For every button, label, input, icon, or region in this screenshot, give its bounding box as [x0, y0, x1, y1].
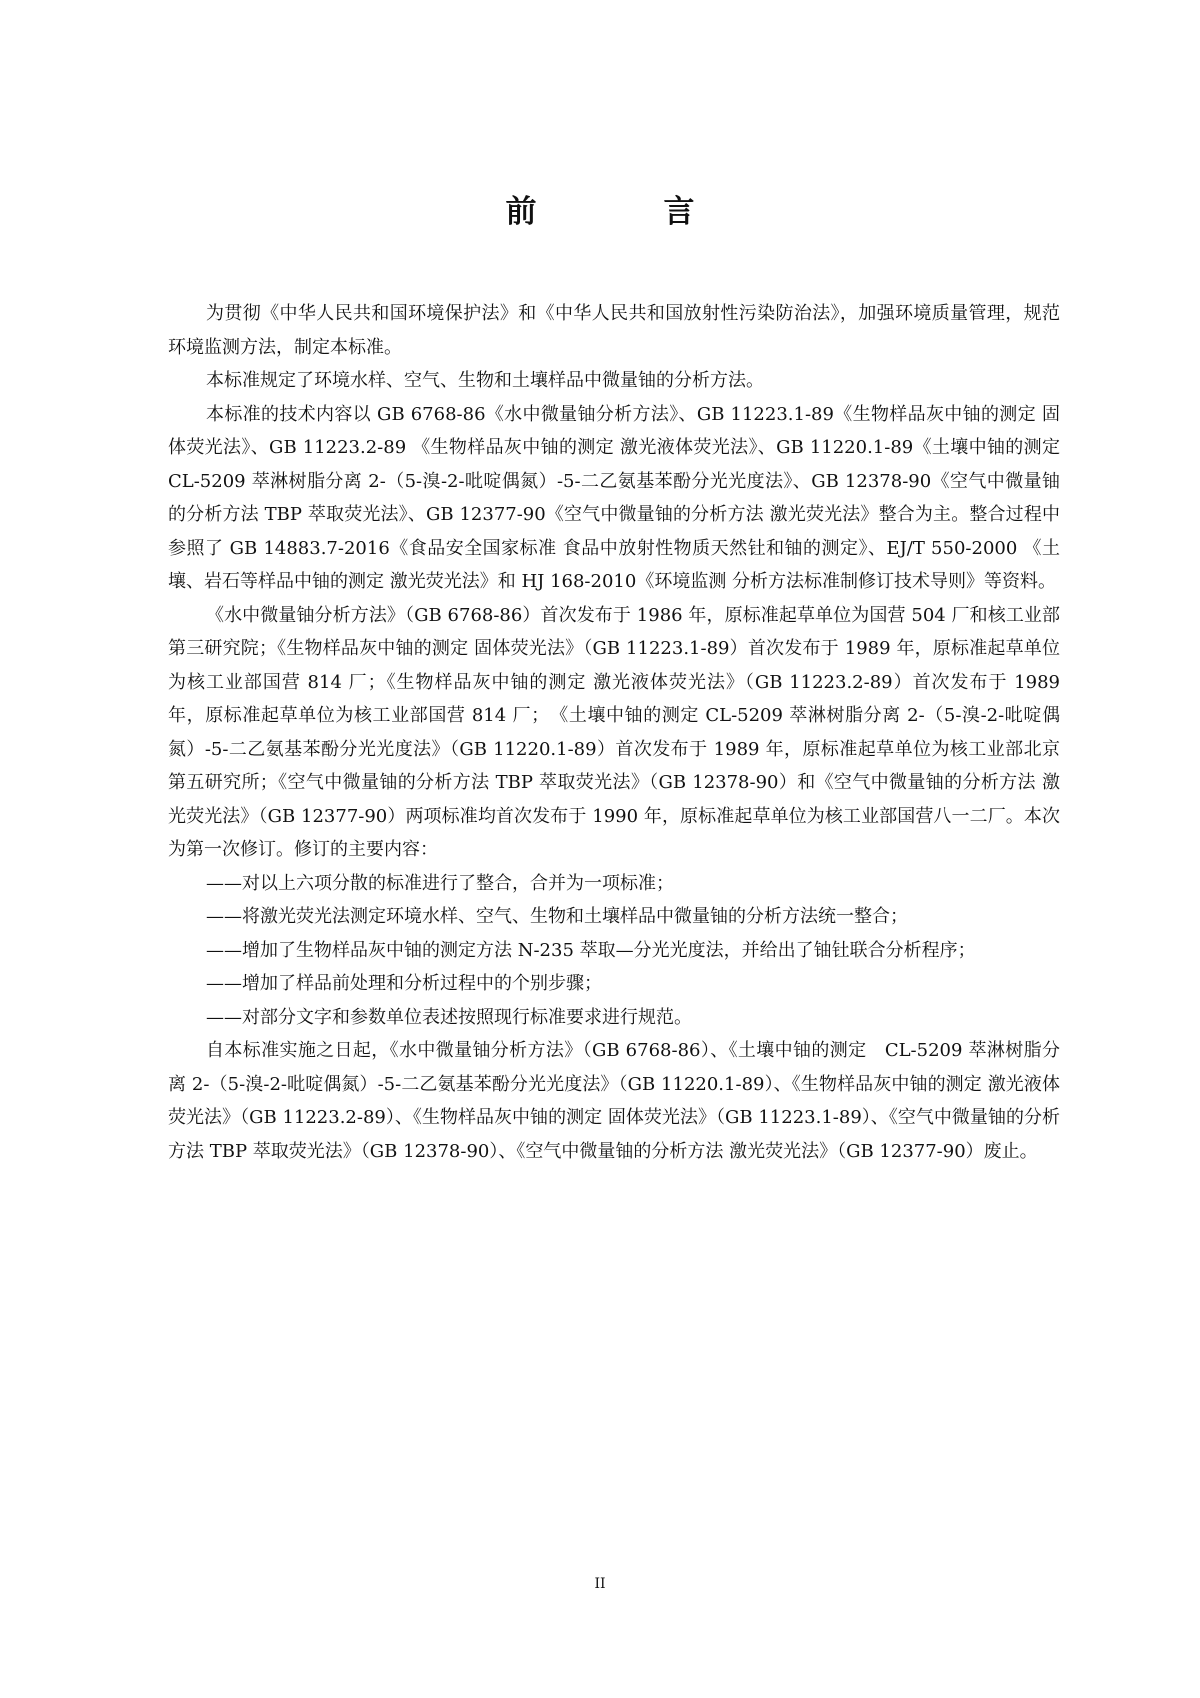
paragraph-technical-content: 本标准的技术内容以 GB 6768-86《水中微量铀分析方法》、GB 11223.1-89《生物样品灰中铀的测定 固体荧光法》、GB 11223.2-89 《生物样品灰中铀的测定 激光液体荧光法》、GB 11220.1-89《土壤中铀的测定 CL-5209 萃淋树脂分离 2-（5-溴-2-吡啶偶氮）-5-二乙氨基苯酚分光光度法》、GB 12378-90《空气中微量铀的分析方法 TBP 萃取荧光法》、GB 12377-90《空气中微量铀的分析方法 激光荧光法》整合为主。整合过程中参照了 GB 14883.7-2016《食品安全国家标准 食品中放射性物质天然钍和铀的测定》、EJ/T 550-2000 《土壤、岩石等样品中铀的测定 激光荧光法》和 HJ 168-2010《环境监测 分析方法标准制修订技术导则》等资料。: [168, 403, 1078, 592]
page-number: II: [594, 1576, 606, 1592]
revision-item: ——对部分文字和参数单位表述按照现行标准要求进行规范。: [206, 1006, 692, 1028]
revision-item: ——增加了生物样品灰中铀的测定方法 N-235 萃取—分光光度法，并给出了铀钍联合分析程序；: [206, 939, 976, 961]
foreword-body: [168, 297, 1078, 1168]
revision-item: ——增加了样品前处理和分析过程中的个别步骤；: [206, 973, 602, 994]
paragraph-scope: 本标准规定了环境水样、空气、生物和土壤样品中微量铀的分析方法。: [206, 370, 764, 391]
revision-item: ——将激光荧光法测定环境水样、空气、生物和土壤样品中微量铀的分析方法统一整合；: [206, 906, 908, 927]
paragraph-purpose: 为贯彻《中华人民共和国环境保护法》和《中华人民共和国放射性污染防治法》，加强环境质量管理，规范环境监测方法，制定本标准。: [168, 303, 1060, 358]
paragraph-history: 《水中微量铀分析方法》（GB 6768-86）首次发布于 1986 年，原标准起草单位为国营 504 厂和核工业部第三研究院；《生物样品灰中铀的测定 固体荧光法》（GB 11223.1-89）首次发布于 1989 年，原标准起草单位为核工业部国营 814 厂；《生物样品灰中铀的测定 激光液体荧光法》（GB 11223.2-89）首次发布于 1989 年，原标准起草单位为核工业部国营 814 厂； 《土壤中铀的测定 CL-5209 萃淋树脂分离 2-（5-溴-2-吡啶偶氮）-5-二乙氨基苯酚分光光度法》（GB 11220.1-89）首次发布于 1989 年，原标准起草单位为核工业部北京第五研究所；《空气中微量铀的分析方法 TBP 萃取荧光法》（GB 12378-90）和《空气中微量铀的分析方法 激光荧光法》（GB 12377-90）两项标准均首次发布于 1990 年，原标准起草单位为核工业部国营八一二厂。本次为第一次修订。修订的主要内容：: [168, 604, 1060, 860]
page-title: 前 言: [505, 194, 743, 230]
revision-item: ——对以上六项分散的标准进行了整合，合并为一项标准；: [206, 872, 674, 894]
paragraph-abolition: 自本标准实施之日起，《水中微量铀分析方法》（GB 6768-86）、《土壤中铀的测定 CL-5209 萃淋树脂分离 2-（5-溴-2-吡啶偶氮）-5-二乙氨基苯酚分光光度法》（GB 11220.1-89）、《生物样品灰中铀的测定 激光液体荧光法》（GB 11223.2-89）、《生物样品灰中铀的测定 固体荧光法》（GB 11223.1-89）、《空气中微量铀的分析方法 TBP 萃取荧光法》（GB 12378-90）、《空气中微量铀的分析方法 激光荧光法》（GB 12377-90）废止。: [168, 1040, 1060, 1162]
